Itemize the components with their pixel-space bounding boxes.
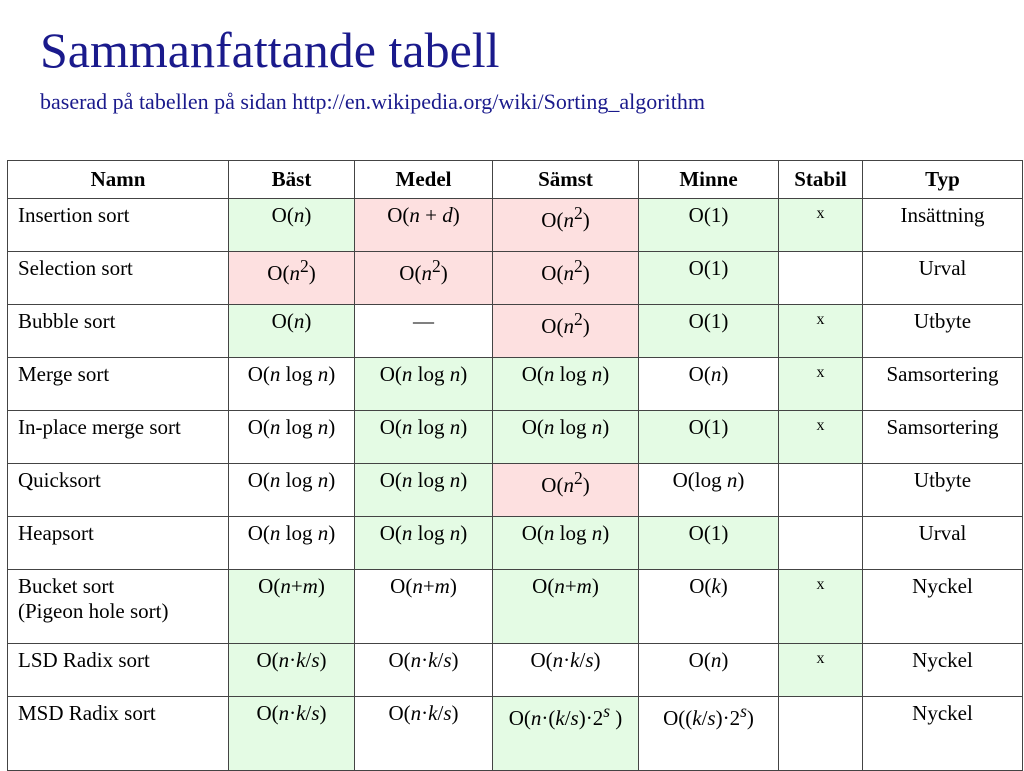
cell-memory: O(1): [639, 517, 779, 570]
header-best: Bäst: [229, 161, 355, 199]
cell-type: Utbyte: [863, 464, 1023, 517]
cell-worst: $O(n^2)$: [493, 305, 639, 358]
cell-best: $O(n^2)$: [229, 252, 355, 305]
header-type: Typ: [863, 161, 1023, 199]
page-subtitle: baserad på tabellen på sidan http://en.wikipedia.org/wiki/Sorting_algorithm: [40, 89, 705, 114]
sorting-summary-table: [7, 160, 1023, 771]
algorithm-name-line: Selection sort: [18, 256, 133, 280]
cell-stable: [779, 252, 863, 305]
cell-type: Samsortering: [863, 358, 1023, 411]
table-row: [8, 199, 1023, 252]
algorithm-name-line: (Pigeon hole sort): [18, 599, 169, 623]
cell-algorithm-name: [8, 305, 229, 358]
table-row: [8, 464, 1023, 517]
cell-algorithm-name: [8, 464, 229, 517]
cell-best: O(n log n): [229, 358, 355, 411]
table-row: [8, 358, 1023, 411]
header-worst: Sämst: [493, 161, 639, 199]
table-row: [8, 697, 1023, 771]
cell-memory: O(1): [639, 199, 779, 252]
cell-worst: O(n·k/s): [493, 644, 639, 697]
table-row: [8, 411, 1023, 464]
cell-best: O(n log n): [229, 464, 355, 517]
cell-best: O(n): [229, 199, 355, 252]
cell-stable: [779, 517, 863, 570]
algorithm-name-line: Insertion sort: [18, 203, 130, 227]
algorithm-name-line: Heapsort: [18, 521, 94, 545]
cell-worst: $O(n\cdot(k/s)\cdot 2^s$ ): [493, 697, 639, 771]
cell-worst: $O(n^2)$: [493, 464, 639, 517]
cell-type: Urval: [863, 517, 1023, 570]
cell-memory: $O((k/s)\cdot 2^s)$: [639, 697, 779, 771]
cell-algorithm-name: [8, 252, 229, 305]
cell-best: O(n log n): [229, 411, 355, 464]
cell-worst: O(n+m): [493, 570, 639, 644]
cell-average: O(n log n): [355, 358, 493, 411]
cell-best: O(n·k/s): [229, 644, 355, 697]
cell-type: Urval: [863, 252, 1023, 305]
header-average: Medel: [355, 161, 493, 199]
cell-average: O(n+m): [355, 570, 493, 644]
cell-algorithm-name: [8, 358, 229, 411]
cell-average: O(n·k/s): [355, 697, 493, 771]
cell-average: $O(n^2)$: [355, 252, 493, 305]
algorithm-name-line: LSD Radix sort: [18, 648, 150, 672]
cell-memory: O(1): [639, 411, 779, 464]
page-title: Sammanfattande tabell: [40, 22, 500, 78]
cell-stable: x: [779, 570, 863, 644]
cell-stable: x: [779, 644, 863, 697]
cell-algorithm-name: [8, 644, 229, 697]
cell-worst: $O(n^2)$: [493, 252, 639, 305]
cell-memory: O(log n): [639, 464, 779, 517]
header-stable: Stabil: [779, 161, 863, 199]
cell-memory: O(n): [639, 644, 779, 697]
algorithm-name-line: Bubble sort: [18, 309, 116, 333]
cell-type: Nyckel: [863, 697, 1023, 771]
cell-memory: O(k): [639, 570, 779, 644]
cell-stable: x: [779, 411, 863, 464]
cell-average: O(n + d): [355, 199, 493, 252]
cell-memory: O(1): [639, 305, 779, 358]
cell-type: Samsortering: [863, 411, 1023, 464]
cell-type: Nyckel: [863, 570, 1023, 644]
table-row: [8, 570, 1023, 644]
table-row: [8, 305, 1023, 358]
cell-stable: x: [779, 358, 863, 411]
cell-memory: O(n): [639, 358, 779, 411]
algorithm-name-line: MSD Radix sort: [18, 701, 156, 725]
cell-stable: [779, 464, 863, 517]
header-name: Namn: [8, 161, 229, 199]
table-row: [8, 517, 1023, 570]
cell-algorithm-name: [8, 570, 229, 644]
cell-algorithm-name: [8, 199, 229, 252]
cell-type: Nyckel: [863, 644, 1023, 697]
cell-best: O(n+m): [229, 570, 355, 644]
cell-stable: x: [779, 305, 863, 358]
table-row: [8, 644, 1023, 697]
cell-type: Utbyte: [863, 305, 1023, 358]
cell-algorithm-name: [8, 697, 229, 771]
cell-algorithm-name: [8, 517, 229, 570]
cell-average: —: [355, 305, 493, 358]
cell-algorithm-name: [8, 411, 229, 464]
cell-stable: [779, 697, 863, 771]
cell-worst: $O(n^2)$: [493, 199, 639, 252]
cell-average: O(n·k/s): [355, 644, 493, 697]
table-row: [8, 252, 1023, 305]
cell-best: O(n): [229, 305, 355, 358]
header-row: [8, 161, 1023, 199]
cell-stable: x: [779, 199, 863, 252]
cell-best: O(n log n): [229, 517, 355, 570]
cell-average: O(n log n): [355, 411, 493, 464]
cell-worst: O(n log n): [493, 517, 639, 570]
algorithm-name-line: Bucket sort: [18, 574, 115, 598]
cell-average: O(n log n): [355, 464, 493, 517]
cell-type: Insättning: [863, 199, 1023, 252]
cell-memory: O(1): [639, 252, 779, 305]
algorithm-name-line: Quicksort: [18, 468, 101, 492]
cell-best: O(n·k/s): [229, 697, 355, 771]
table-body: [8, 199, 1023, 771]
header-memory: Minne: [639, 161, 779, 199]
algorithm-name-line: Merge sort: [18, 362, 110, 386]
cell-average: O(n log n): [355, 517, 493, 570]
cell-worst: O(n log n): [493, 411, 639, 464]
algorithm-name-line: In-place merge sort: [18, 415, 181, 439]
cell-worst: O(n log n): [493, 358, 639, 411]
